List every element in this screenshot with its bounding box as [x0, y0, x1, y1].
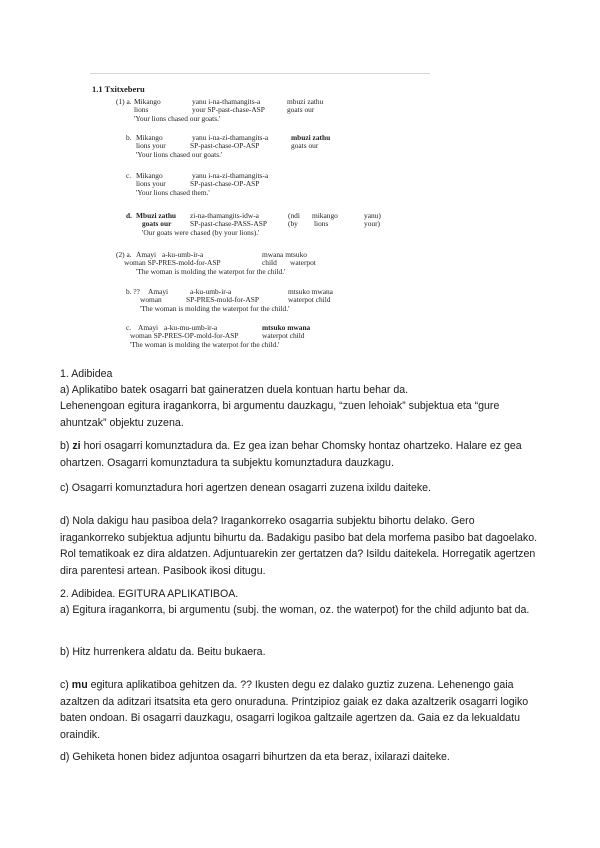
- example-1b-gloss: goats our: [291, 141, 319, 150]
- example-1b-translation: 'Your lions chased our goats.': [136, 150, 223, 159]
- bold-term-mu: mu: [71, 679, 88, 691]
- example-2b-translation: 'The woman is molding the waterpot for the child.': [140, 304, 290, 313]
- paragraph-1a-cont: Lehenengoan egitura iragankorra, bi argumentu dauzkagu, “zuen lehoiak” subjektua eta “gure ahuntzak” objektu zuzena.: [60, 400, 500, 429]
- paragraph-1c: c) Osagarri komunztadura hori agertzen denean osagarri zuzena ixildu daiteke.: [60, 482, 431, 494]
- example-2c-gloss: waterpot child: [262, 331, 305, 340]
- paragraph-2d: d) Gehiketa honen bidez adjuntoa osagarri bihurtzen da eta beraz, ixilarazi daiteke.: [60, 751, 450, 763]
- example-1b-gloss: SP-past-chase-OP-ASP: [190, 141, 260, 150]
- example-2b-word: mtsuko mwana: [288, 287, 333, 296]
- example-1a-word: yanu i-na-thamangits-a: [192, 97, 261, 106]
- example-2b-gloss: waterpot child: [288, 295, 331, 304]
- example-2a-translation: 'The woman is molding the waterpot for the child.': [136, 267, 286, 276]
- example-1d-word: (ndi: [288, 211, 300, 220]
- example-1c-label: c.: [126, 171, 132, 180]
- example-1a-translation: 'Your lions chased our goats.': [134, 114, 221, 123]
- example-1a-gloss: your SP-past-chase-ASP: [192, 105, 265, 114]
- example-2a-word: mwana mtsuko: [262, 250, 307, 259]
- example-1b-word: Mikango: [136, 133, 163, 142]
- example-2a-label: (2) a.: [116, 250, 132, 259]
- example-1d-word: mikango: [312, 211, 338, 220]
- example-2a-word: Amayi: [136, 250, 157, 259]
- example-2b-word: a-ku-umb-ir-a: [190, 287, 232, 296]
- example-1d-translation: 'Our goats were chased (by your lions).': [142, 228, 260, 237]
- example-1b-word: mbuzi zathu: [291, 133, 331, 142]
- example-1c-gloss: SP-past-chase-OP-ASP: [190, 179, 260, 188]
- example-1d-gloss: your): [364, 219, 381, 228]
- example-1d-word: zi-na-thamangits-idw-a: [190, 211, 259, 220]
- example-1a-gloss: goats our: [287, 105, 315, 114]
- example-1c-word: Mikango: [136, 171, 163, 180]
- example-2b-label: b. ??: [126, 287, 140, 296]
- paragraph-1b: b) zi hori osagarri komunztadura da. Ez gea izan behar Chomsky hontaz ohartzeko. Halare ez gea ohartzen. Osagarri komunztadura ta subjektu komunztadura dauzkagu.: [60, 440, 522, 469]
- example-1d-gloss: goats our: [142, 219, 172, 228]
- example-2a-word: a-ku-umb-ir-a: [162, 250, 204, 259]
- paragraph-2b: b) Hitz hurrenkera aldatu da. Beitu bukaera.: [60, 646, 266, 658]
- example-1a-gloss: lions: [134, 105, 149, 114]
- example-1d-word: Mbuzi zathu: [136, 211, 177, 220]
- paragraph-2a: a) Egitura iragankorra, bi argumentu (subj. the woman, oz. the waterpot) for the child adjunto bat da.: [60, 604, 530, 616]
- top-divider: [90, 73, 430, 74]
- paragraph-1a: a) Aplikatibo batek osagarri bat gaineratzen duela kontuan hartu behar da.: [60, 384, 409, 396]
- example-1d-gloss: (by: [288, 219, 298, 228]
- example-2c-word: mtsuko mwana: [262, 323, 311, 332]
- example-1a-word: Mikango: [134, 97, 161, 106]
- example-1b-gloss: lions your: [136, 141, 166, 150]
- heading-exercise-2: 2. Adibidea. EGITURA APLIKATIBOA.: [60, 588, 239, 600]
- paragraph-1d: d) Nola dakigu hau pasiboa dela? Iragankorreko osagarria subjektu bihortu delako. Gero iragankorreko subjektua adjuntu bihurtu da. Badakigu pasibo bat dela morfema pasibo bat dagoelako. Rol tematikoak ez dira aldatzen. Adjuntuarekin zer gertatzen da? Isildu daitekela. Horregatik agertzen dira parentesi artean. Pasibook ikosi ditugu.: [60, 515, 538, 577]
- example-1b-label: b.: [126, 133, 132, 142]
- example-2a-gloss: child: [262, 258, 277, 267]
- example-2c-translation: 'The woman is molding the waterpot for the child.': [130, 340, 280, 349]
- example-2b-gloss: SP-PRES-mold-for-ASP: [186, 295, 259, 304]
- example-2a-gloss: woman SP-PRES-mold-for-ASP: [124, 258, 221, 267]
- example-2c-label: c.: [126, 323, 132, 332]
- example-2a-gloss: waterpot: [290, 258, 316, 267]
- example-1d-gloss: lions: [314, 219, 329, 228]
- example-1c-gloss: lions your: [136, 179, 166, 188]
- example-1b-word: yanu i-na-zi-thamangits-a: [192, 133, 269, 142]
- example-1c-word: yanu i-na-zi-thamangits-a: [192, 171, 269, 180]
- example-1a-label: (1) a.: [116, 97, 132, 106]
- paragraph-2c: c) mu egitura aplikatiboa gehitzen da. ?? Ikusten degu ez dalako guztiz zuzena. Lehenengo gaia azaltzen da aditzari itsatsita eta gero onuraduna. Printzipioz gaiak ez daka azaltzerik osagarri logiko baten ondoan. Bi osagarri dauzkagu, osagarri logikoa galtzaile agertzen da. Gaia ez da lekualdatu oraindik.: [60, 679, 529, 741]
- example-2b-gloss: woman: [140, 295, 162, 304]
- section-title: 1.1 Txitxeberu: [92, 84, 145, 94]
- heading-exercise-1: 1. Adibidea: [60, 368, 113, 380]
- bold-term-zi: zi: [72, 440, 81, 452]
- example-1c-translation: 'Your lions chased them.': [136, 188, 210, 197]
- example-2c-gloss: woman SP-PRES-OP-mold-for-ASP: [130, 331, 239, 340]
- example-2c-word: a-ku-mu-umb-ir-a: [164, 323, 218, 332]
- example-2c-word: Amayi: [138, 323, 159, 332]
- example-2b-word: Amayi: [148, 287, 169, 296]
- example-1d-gloss: SP-past-chase-PASS-ASP: [190, 219, 267, 228]
- example-1d-word: yanu): [364, 211, 381, 220]
- example-1d-label: d.: [126, 211, 132, 220]
- example-1a-word: mbuzi zathu: [287, 97, 324, 106]
